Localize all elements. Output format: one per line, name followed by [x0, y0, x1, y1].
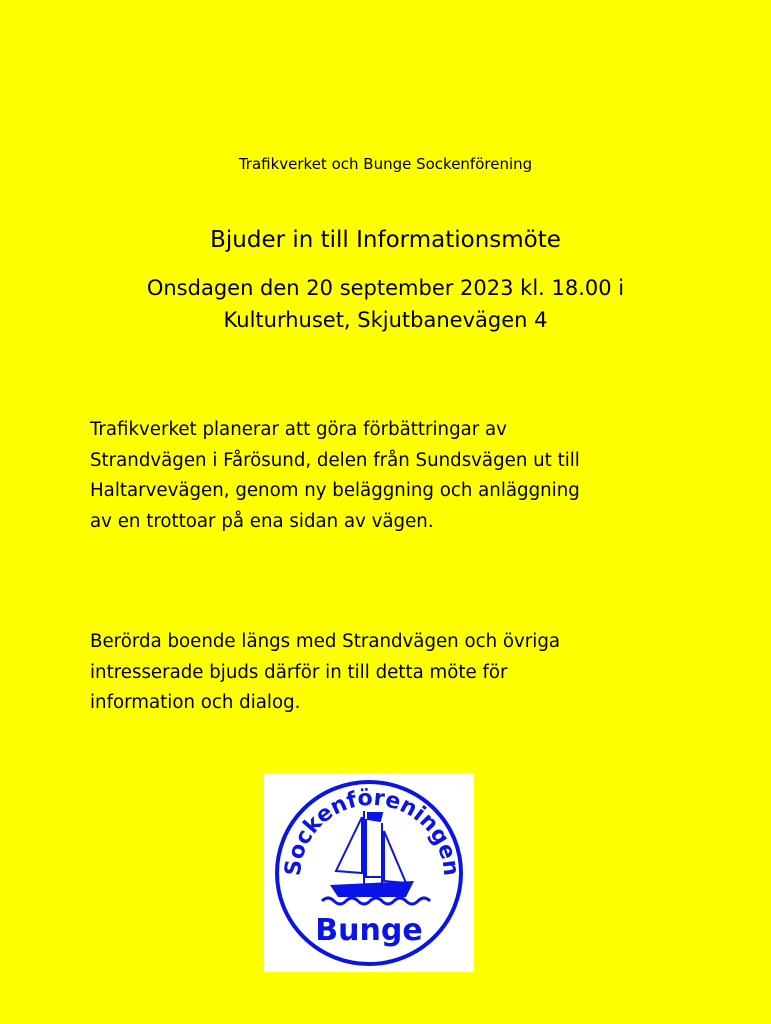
paragraph-line: Trafikverket planerar att göra förbättringar av	[90, 419, 507, 440]
organizers-line: Trafikverket och Bunge Sockenförening	[238, 155, 533, 173]
paragraph-line: Berörda boende längs med Strandvägen och övriga	[90, 631, 561, 652]
meeting-location: Kulturhuset, Skjutbanevägen 4	[223, 308, 548, 332]
logo-arc-textpath: Sockenföreningen	[280, 785, 464, 878]
logo-name: Bunge	[315, 913, 423, 948]
bunge-logo	[264, 773, 474, 972]
logo-arc-text	[281, 786, 464, 877]
paragraph-line: av en trottoar på ena sidan av vägen.	[90, 510, 434, 532]
paragraph-line: information och dialog.	[90, 692, 301, 713]
paragraph-line: Strandvägen i Fårösund, delen från Sundsvägen ut till	[90, 449, 580, 471]
project-description	[90, 415, 730, 537]
meeting-time-place	[0, 272, 771, 336]
paragraph-line: Haltarvevägen, genom ny beläggning och anläggning	[90, 480, 580, 501]
paragraph-line: intresserade bjuds därför in till detta möte för	[90, 661, 508, 683]
invitation-title: Bjuder in till Informationsmöte	[210, 227, 561, 253]
invitation-details	[90, 627, 730, 719]
sailboat-logo-icon	[264, 773, 474, 972]
meeting-date-time: Onsdagen den 20 september 2023 kl. 18.00 i	[146, 276, 625, 300]
